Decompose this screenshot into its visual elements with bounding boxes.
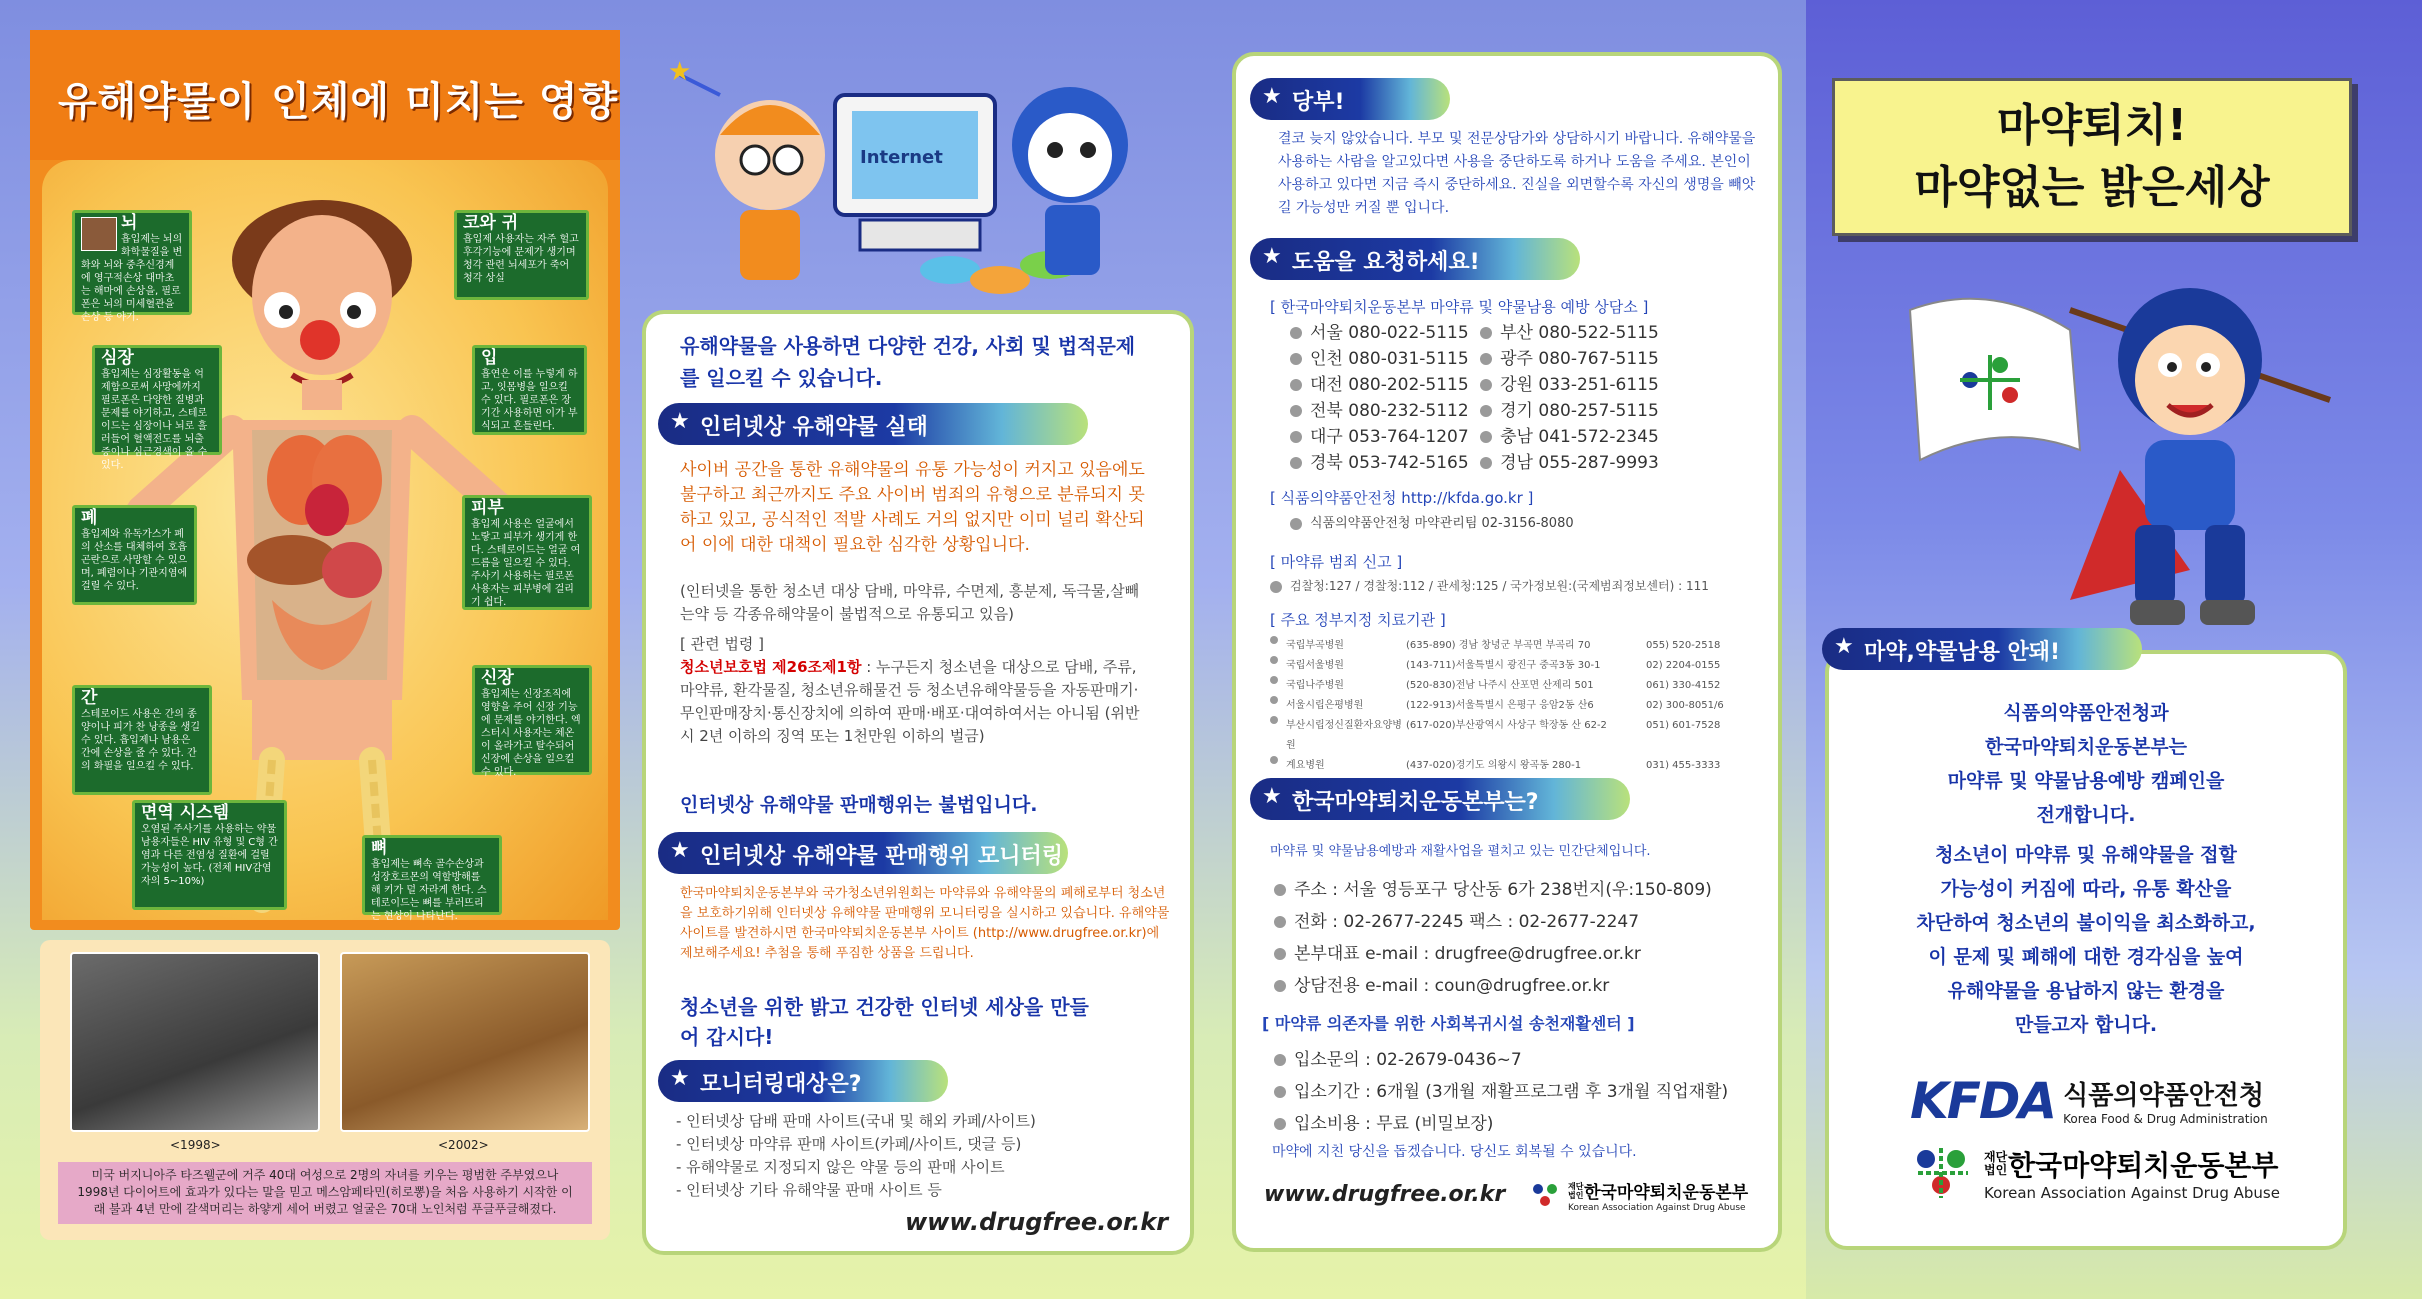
rehab-period: 입소기간 : 6개월 (3개월 재활프로그램 후 3개월 직업재활) bbox=[1274, 1076, 1774, 1108]
hospital-row: 서울시립은평병원 (122-913)서울특별시 은평구 응암2동 산6 02) 300-8051/6 bbox=[1270, 696, 1770, 716]
organ-tag-liver: 간 스테로이드 사용은 간의 종양이나 피가 찬 낭종을 생길 수 있다. 흡입제나 남용은 간에 손상을 줄 수 있다. 간의 화필을 일으킬 수 있다. bbox=[72, 685, 212, 795]
campaign-line: 이 문제 및 폐해에 대한 경각심을 높여 bbox=[1928, 946, 2244, 968]
info-phone: 전화 : 02-2677-2245 팩스 : 02-2677-2247 bbox=[1274, 906, 1774, 938]
campaign-line: 마약류 및 약물남용예방 캠페인을 bbox=[1947, 770, 2225, 792]
request-body: 결코 늦지 않았습니다. 부모 및 전문상담가와 상담하시기 바랍니다. 유해약물을 사용하는 사람을 알고있다면 사용을 중단하도록 하거나 도움을 주세요. 본인이 사용하고 있다면 지금 즉시 중단하세요. 진실을 외면할수록 자신의 생명을 빼앗길 가능성만 커질 뿐 입니다. bbox=[1278, 131, 1756, 216]
section-ask-help: ★ 도움을 요청하세요! bbox=[1250, 238, 1580, 280]
info-email-main: 본부대표 e-mail : drugfree@drugfree.or.kr bbox=[1274, 938, 1774, 970]
phone-row: 대구 053-764-1207 충남 041-572-2345 bbox=[1290, 424, 1750, 450]
campaign-title bbox=[1832, 78, 2352, 236]
campaign-line: 청소년이 마약류 및 유해약물을 접할 bbox=[1935, 844, 2237, 866]
kfda-heading: [ 식품의약품안전청 http://kfda.go.kr ] bbox=[1270, 489, 1534, 507]
rehab-info bbox=[1274, 1044, 1774, 1140]
photo-1998 bbox=[70, 952, 320, 1132]
organ-tag-kidney: 신장 흡입제는 신장조직에 영향을 주어 신장 기능에 문제를 야기한다. 엑스터시 사용자는 체온이 올라가고 탈수되어 신장에 손상을 일으킬 수 있다. bbox=[472, 665, 592, 775]
campaign-line: 한국마약퇴치운동본부는 bbox=[1985, 736, 2187, 758]
section-monitoring-targets: ★ 모니터링대상은? bbox=[658, 1060, 948, 1102]
kaada-logo-icon bbox=[1908, 1143, 1978, 1203]
section-no-drug-abuse: ★ 마약,약물남용 안돼! bbox=[1822, 628, 2142, 670]
hospital-row: 국립서울병원 (143-711)서울특별시 광진구 중곡3동 30-1 02) 2204-0155 bbox=[1270, 656, 1770, 676]
body-board bbox=[42, 160, 608, 920]
body-effects-title: 유해약물이 인체에 미치는 영향 bbox=[30, 30, 620, 160]
monitoring-body: 한국마약퇴치운동본부와 국가청소년위원회는 마약류와 유해약물의 폐해로부터 청소년을 보호하기위해 인터넷상 유해약물 판매행위 모니터링을 실시하고 있습니다. 유해약물 사이트를 발견하시면 한국마약퇴치운동본부 사이트 (http://www.drugfree.or.kr)에 제보해주세요! 추첨을 통해 푸짐한 상품을 드립니다. bbox=[680, 886, 1170, 961]
kaada-name: 한국마약퇴치운동본부 bbox=[2008, 1149, 2279, 1182]
hospital-row: 국립부곡병원 (635-890) 경남 창녕군 부곡면 부곡리 70 055) 520-2518 bbox=[1270, 636, 1770, 656]
organ-tag-immune: 면역 시스템 오염된 주사기를 사용하는 약물남용자들은 HIV 유형 및 C형 간염과 다른 전염성 질환에 걸릴 가능성이 높다. (전체 HIV감염자의 5~10%) bbox=[132, 800, 287, 910]
phone-row: 대전 080-202-5115 강원 033-251-6115 bbox=[1290, 372, 1750, 398]
star-icon: ★ bbox=[1262, 784, 1282, 809]
kaada-name: 한국마약퇴치운동본부 bbox=[1584, 1183, 1749, 1203]
star-icon: ★ bbox=[670, 409, 690, 434]
organ-tag-heart: 심장 흡입제는 심장활동을 억제함으로써 사망에까지 필로폰은 다양한 질병과 문제를 야기하고, 스테로이드는 심장이나 뇌로 흘러들어 혈액전도를 뇌출증이나 심근경색이 올 수 있다. bbox=[92, 345, 222, 455]
star-icon: ★ bbox=[670, 1066, 690, 1091]
rehab-heading: [ 마약류 의존자를 위한 사회복귀시설 송천재활센터 ] bbox=[1262, 1014, 1635, 1033]
mascot-with-flag-illustration bbox=[1890, 270, 2350, 640]
kaada-en: Korean Association Against Drug Abuse bbox=[1568, 1203, 1746, 1213]
list-item: - 인터넷상 마약류 판매 사이트(카페/사이트, 댓글 등) bbox=[676, 1135, 1022, 1153]
star-icon: ★ bbox=[670, 838, 690, 863]
kaada-info bbox=[1274, 874, 1774, 1002]
before-after-panel bbox=[40, 940, 610, 1240]
law-name: 청소년보호법 제26조제1항 bbox=[680, 658, 862, 676]
internet-status-body: 사이버 공간을 통한 유해약물의 유통 가능성이 커지고 있음에도 불구하고 최근까지도 주요 사이버 범죄의 유형으로 분류되지 못하고 있고, 공식적인 적발 사례도 거의 없지만 이미 널리 확산되어 이에 대한 대책이 필요한 심각한 상황입니다. bbox=[680, 460, 1145, 555]
website-link[interactable]: www.drugfree.or.kr bbox=[1264, 1182, 1506, 1207]
slogan: 청소년을 위한 밝고 건강한 인터넷 세상을 만들어 갑시다! bbox=[680, 995, 1089, 1049]
kfda-logo bbox=[1910, 1072, 2268, 1130]
photo-2002 bbox=[340, 952, 590, 1132]
law-text-block bbox=[680, 656, 1150, 748]
info-email-counsel: 상담전용 e-mail : coun@drugfree.or.kr bbox=[1274, 970, 1774, 1002]
rehab-cost: 입소비용 : 무료 (비밀보장) bbox=[1274, 1108, 1774, 1140]
campaign-title-line2: 마약없는 밝은세상 bbox=[1914, 162, 2270, 213]
phone-row: 경북 053-742-5165 경남 055-287-9993 bbox=[1290, 450, 1750, 476]
kaada-small-logo bbox=[1530, 1178, 1748, 1213]
organ-tag-skin: 피부 흡입제 사용은 얼굴에서 노랗고 피부가 생기게 한다. 스테로이드는 얼굴 여드름을 일으킬 수 있다. 주사기 사용하는 필로폰 사용자는 피부병에 걸리기 쉽다. bbox=[462, 495, 592, 610]
computer-characters-illustration bbox=[660, 55, 1170, 305]
photo-2002-caption: <2002> bbox=[438, 1138, 489, 1152]
campaign-line: 식품의약품안전청과 bbox=[2003, 702, 2169, 724]
star-icon: ★ bbox=[1834, 634, 1854, 659]
organ-tag-lung: 폐 흡입제와 유독가스가 폐의 산소를 대체하여 호흡곤란으로 사망할 수 있으며, 폐렴이나 기관지염에 걸릴 수 있다. bbox=[72, 505, 197, 605]
kfda-line: 식품의약품안전청 마약관리팀 02-3156-8080 bbox=[1290, 512, 1574, 536]
list-item: - 유해약물로 지정되지 않은 약물 등의 판매 사이트 bbox=[676, 1158, 1005, 1176]
kfda-english: Korea Food & Drug Administration bbox=[2063, 1112, 2268, 1126]
illegal-notice: 인터넷상 유해약물 판매행위는 불법입니다. bbox=[680, 794, 1038, 816]
body-effects-panel bbox=[30, 30, 620, 930]
section-kaada-intro: ★ 한국마약퇴치운동본부는? bbox=[1250, 778, 1630, 820]
brain-icon bbox=[81, 217, 117, 251]
intro-text: 유해약물을 사용하면 다양한 건강, 사회 및 법적문제를 일으킬 수 있습니다. bbox=[680, 334, 1136, 390]
kaada-prefix: 재단법인 bbox=[1568, 1181, 1584, 1200]
svg-text:★: ★ bbox=[668, 57, 692, 87]
phone-row: 서울 080-022-5115 부산 080-522-5115 bbox=[1290, 320, 1750, 346]
hospital-list bbox=[1270, 636, 1770, 776]
kaada-subtitle: 마약류 및 약물남용예방과 재활사업을 펼치고 있는 민간단체입니다. bbox=[1270, 844, 1651, 859]
phone-list bbox=[1290, 320, 1750, 476]
counsel-center-heading: [ 한국마약퇴치운동본부 마약류 및 약물남용 예방 상담소 ] bbox=[1270, 298, 1649, 316]
kaada-prefix: 재단법인 bbox=[1984, 1150, 2008, 1177]
report-line: 검찰청:127 / 경찰청:112 / 관세청:125 / 국가정보원:(국제범죄정보센터) : 111 bbox=[1270, 574, 1709, 598]
website-link[interactable]: www.drugfree.or.kr bbox=[905, 1208, 1169, 1236]
kaada-logo bbox=[1908, 1143, 2280, 1203]
organ-tag-brain: 뇌 흡입제는 뇌의 화학물질을 변화와 뇌와 중추신경계에 영구적손상 대마초는 해마에 손상을, 필로폰은 뇌의 미세혈관을 손상 등 야기. bbox=[72, 210, 192, 315]
rehab-inquiry: 입소문의 : 02-2679-0436~7 bbox=[1274, 1044, 1774, 1076]
kaada-logo-icon bbox=[1530, 1181, 1564, 1211]
campaign-line: 차단하여 청소년의 불이익을 최소화하고, bbox=[1916, 912, 2256, 934]
kfda-name: 식품의약품안전청 bbox=[2063, 1081, 2265, 1111]
star-icon: ★ bbox=[1262, 84, 1282, 109]
campaign-line: 만들고자 합니다. bbox=[2014, 1014, 2158, 1036]
hospital-row: 부산시립정신질환자요양병원 (617-020)부산광역시 사상구 학장동 산 62-2 051) 601-7528 bbox=[1270, 716, 1770, 756]
campaign-line: 유해약물을 용납하지 않는 환경을 bbox=[1947, 980, 2225, 1002]
organ-tag-mouth: 입 흡연은 이를 누렇게 하고, 잇몸병을 일으킬 수 있다. 필로폰은 장기간 사용하면 이가 부식되고 흔들린다. bbox=[472, 345, 587, 435]
info-address: 주소 : 서울 영등포구 당산동 6가 238번지(우:150-809) bbox=[1274, 874, 1774, 906]
photo-1998-caption: <1998> bbox=[170, 1138, 221, 1152]
phone-row: 인천 080-031-5115 광주 080-767-5115 bbox=[1290, 346, 1750, 372]
organ-tag-bone: 뼈 흡입제는 뼈속 골수손상과 성장호르몬의 역할방해를 해 키가 덜 자라게 한다. 스테로이드는 뼈를 부러뜨리는 현상이 나타난다. bbox=[362, 835, 502, 915]
internet-status-note: (인터넷을 통한 청소년 대상 담배, 마약류, 수면제, 흥분제, 독극물,살빼는약 등 각종유해약물이 불법적으로 유통되고 있음) bbox=[680, 582, 1140, 623]
target-list bbox=[676, 1110, 1156, 1202]
campaign-title-line1: 마약퇴치! bbox=[1996, 100, 2188, 151]
internet-screen-text: Internet bbox=[860, 147, 943, 168]
organ-tag-nose-ear: 코와 귀 흡입제 사용자는 자주 헐고 후각기능에 문제가 생기며 청각 관련 뇌세포가 죽어 청각 상실 bbox=[454, 210, 589, 300]
photo-description: 미국 버지니아주 타즈웰군에 거주 40대 여성으로 2명의 자녀를 키우는 평범한 주부였으나 1998년 다이어트에 효과가 있다는 말을 믿고 메스암페타민(히로뽕)을 처음 사용하기 시작한 이래 불과 4년 만에 갈색머리는 하얗게 세어 버렸고 얼굴은 70대 노인처럼 푸글푸글해졌다. bbox=[58, 1162, 592, 1224]
closing-text: 마약에 지친 당신을 돕겠습니다. 당신도 회복될 수 있습니다. bbox=[1272, 1144, 1637, 1160]
campaign-text bbox=[1830, 696, 2342, 1042]
star-icon: ★ bbox=[1262, 244, 1282, 269]
kfda-logo-mark: KFDA bbox=[1910, 1072, 2056, 1130]
campaign-line: 전개합니다. bbox=[2036, 804, 2136, 826]
section-monitoring: ★ 인터넷상 유해약물 판매행위 모니터링 bbox=[658, 832, 1068, 874]
list-item: - 인터넷상 담배 판매 사이트(국내 및 해외 카페/사이트) bbox=[676, 1112, 1036, 1130]
hospital-row: 국립나주병원 (520-830)전남 나주시 산포면 산제리 501 061) 330-4152 bbox=[1270, 676, 1770, 696]
hospital-heading: [ 주요 정부지정 치료기관 ] bbox=[1270, 611, 1446, 629]
section-request: ★ 당부! bbox=[1250, 78, 1450, 120]
hospital-row: 계요병원 (437-020)경기도 의왕시 왕곡동 280-1 031) 455-3333 bbox=[1270, 756, 1770, 776]
phone-row: 전북 080-232-5112 경기 080-257-5115 bbox=[1290, 398, 1750, 424]
report-heading: [ 마약류 범죄 신고 ] bbox=[1270, 553, 1403, 571]
law-heading: [ 관련 법령 ] bbox=[680, 635, 764, 653]
section-internet-drug-status: ★ 인터넷상 유해약물 실태 bbox=[658, 403, 1088, 445]
list-item: - 인터넷상 기타 유해약물 판매 사이트 등 bbox=[676, 1181, 942, 1199]
campaign-line: 가능성이 커짐에 따라, 유통 확산을 bbox=[1940, 878, 2232, 900]
law-text: : 누구든지 청소년을 대상으로 담배, 주류, 마약류, 환각물질, 청소년유해물건 등 청소년유해약물등을 자동판매기·무인판매장치·통신장치에 의하여 판매·배포·대여하여서는 아니됨 (위반시 2년 이하의 징역 또는 1천만원 이하의 벌금) bbox=[680, 658, 1140, 745]
kaada-english: Korean Association Against Drug Abuse bbox=[1984, 1184, 2280, 1202]
